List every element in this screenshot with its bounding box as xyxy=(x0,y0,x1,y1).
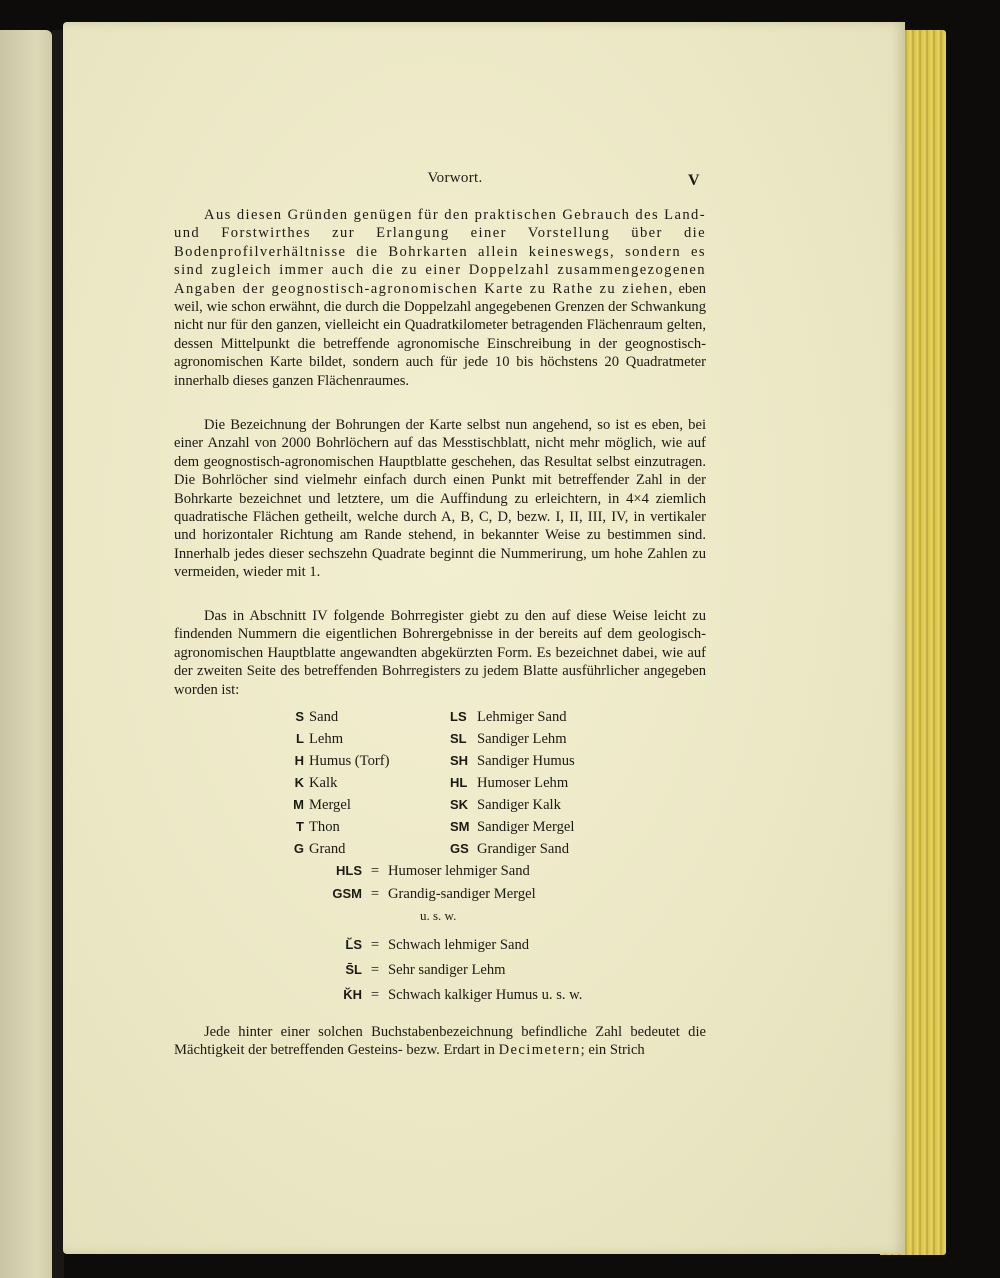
equals-sign: = xyxy=(370,886,380,902)
abbr-label: Sand xyxy=(309,709,339,725)
equals-sign: = xyxy=(370,863,380,879)
modified-label: Schwach lehmiger Sand xyxy=(388,937,530,953)
abbr-label: Mergel xyxy=(309,797,351,813)
page-number: V xyxy=(688,172,700,189)
abbr-code: H xyxy=(294,753,304,768)
abbreviation-row xyxy=(288,772,618,794)
usw-note: u. s. w. xyxy=(420,908,457,923)
abbr-label: Grandiger Sand xyxy=(477,841,569,857)
modified-abbr-row xyxy=(322,984,582,1006)
equals-sign: = xyxy=(370,937,380,953)
abbr-code: LS xyxy=(450,709,467,724)
abbreviation-row xyxy=(288,728,618,750)
abbr-code: L xyxy=(296,731,304,746)
abbr-code: G xyxy=(293,841,304,856)
abbr-code: K xyxy=(294,775,304,790)
paragraph-3 xyxy=(174,607,706,699)
abbreviation-row xyxy=(288,794,618,816)
running-header: Vorwort. xyxy=(427,170,483,186)
abbr-label: Humus (Torf) xyxy=(309,753,390,769)
abbr-label: Lehmiger Sand xyxy=(477,709,567,725)
modified-label: Schwach kalkiger Humus u. s. w. xyxy=(388,987,583,1003)
paragraph-3-text: Das in Abschnitt IV folgende Bohrregister giebt zu den auf diese Weise leicht zu findenden Nummern die eigentlichen Bohrergebnisse in der bereits auf dem geologisch-agronomischen Hauptblatte angewandten abgekürzten Form. Es bezeichnet dabei, wie auf der zweiten Seite des betreffenden Bohrregisters zu jedem Blatte ausführlicher angegeben worden ist: xyxy=(174,608,706,698)
modified-code: S̄L xyxy=(345,962,362,977)
abbr-code: SH xyxy=(450,753,469,768)
abbr-label: Lehm xyxy=(309,731,344,747)
paragraph-1-rest: eben weil, wie schon erwähnt, die durch die Doppelzahl angegebenen Grenzen der Schwankung nicht nur für den ganzen, vielleicht ein Quadratkilometer betragenden Flächenraum gelten, dessen Mittelpunkt die betreffende agronomische Einschreibung in der geognostisch-agronomischen Karte bildet, sondern auch für jede 10 bis höchstens 20 Quadratmeter innerhalb dieses ganzen Flächenraumes. xyxy=(174,280,706,389)
abbr-label: Sandiger Humus xyxy=(477,753,575,769)
abbr-label: Sandiger Kalk xyxy=(477,797,561,813)
combined-code: GSM xyxy=(332,886,362,901)
left-page-edge xyxy=(0,30,52,1278)
paragraph-4-end: ; ein Strich xyxy=(580,1042,645,1059)
abbr-code: SK xyxy=(450,797,469,812)
equals-sign: = xyxy=(370,987,380,1003)
modified-code: K̆H xyxy=(343,987,362,1002)
abbreviation-row xyxy=(288,750,618,772)
paragraph-1-spaced: Aus diesen Gründen genügen für den praktischen Gebrauch des Land- und Forstwirthes zur Erlangung einer Vorstellung über die Bodenprofilverhältnisse die Bohrkarten allein keineswegs, sondern es sind zugleich immer auch die zu einer Doppelzahl zusammengezogenen Angaben der geognostisch-agronomischen Karte zu Rathe zu ziehen, xyxy=(174,207,706,297)
abbr-code: SM xyxy=(450,819,470,834)
combined-abbr-row xyxy=(322,860,530,882)
paragraph-2-text: Die Bezeichnung der Bohrungen der Karte selbst nun angehend, so ist es eben, bei einer Anzahl von 2000 Bohrlöchern auf das Messtischblatt, nicht mehr möglich, wie auf dem geognostisch-agronomischen Hauptblatte geschehen, das Resultat selbst einzutragen. Die Bohrlöcher sind vielmehr einfach durch einen Punkt mit betreffender Zahl in der Bohrkarte bezeichnet und letztere, um die Auffindung zu erleichtern, in 4×4 ziemlich quadratische Flächen getheilt, welche durch A, B, C, D, bezw. I, II, III, IV, in vertikaler und horizontaler Richtung am Rande stehend, in bekannter Weise zu bestimmen sind. Innerhalb jedes dieser sechszehn Quadrate beginnt die Nummerirung, um hohe Zahlen zu vermeiden, wieder mit 1. xyxy=(174,417,706,581)
paragraph-4 xyxy=(174,1023,706,1060)
abbr-code: T xyxy=(296,819,304,834)
abbr-code: GS xyxy=(450,841,469,856)
abbr-label: Kalk xyxy=(309,775,338,791)
modified-label: Sehr sandiger Lehm xyxy=(388,962,506,978)
abbreviation-row xyxy=(288,816,618,838)
combined-label: Humoser lehmiger Sand xyxy=(388,863,530,879)
abbr-label: Humoser Lehm xyxy=(477,775,569,791)
modified-code: L̆S xyxy=(345,937,362,952)
abbreviation-table xyxy=(288,706,618,860)
abbr-label: Sandiger Mergel xyxy=(477,819,575,835)
modified-abbr-row xyxy=(322,934,529,956)
combined-label: Grandig-sandiger Mergel xyxy=(388,886,536,902)
abbr-label: Sandiger Lehm xyxy=(477,731,567,747)
modified-abbr-row xyxy=(322,959,506,981)
abbr-code: SL xyxy=(450,731,467,746)
abbr-label: Thon xyxy=(309,819,340,835)
combined-code: HLS xyxy=(336,863,362,878)
abbr-code: M xyxy=(293,797,304,812)
paragraph-1 xyxy=(174,206,706,390)
paragraph-4-spaced: Decimetern xyxy=(498,1042,581,1059)
abbr-code: S xyxy=(295,709,304,724)
abbr-label: Grand xyxy=(309,841,346,857)
paragraph-4-start: Jede hinter einer solchen Buchstabenbezeichnung befindliche Zahl bedeutet die Mächtigkeit der betreffenden Gesteins- bezw. Erdart in xyxy=(174,1024,706,1059)
abbreviation-row xyxy=(288,838,618,860)
abbr-code: HL xyxy=(450,775,468,790)
combined-abbr-row xyxy=(322,883,536,905)
abbreviation-row xyxy=(288,706,618,728)
paragraph-2 xyxy=(174,416,706,582)
equals-sign: = xyxy=(370,962,380,978)
